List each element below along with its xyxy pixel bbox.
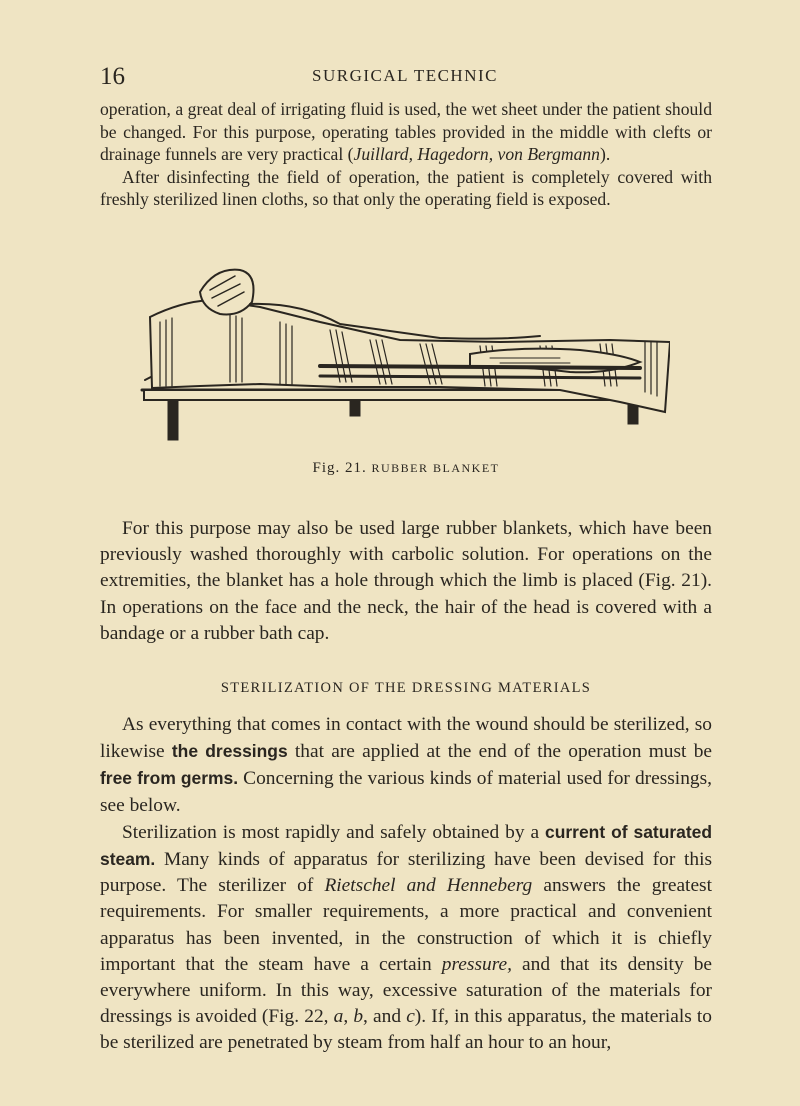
section-heading: STERILIZATION OF THE DRESSING MATERIALS bbox=[220, 680, 592, 696]
running-head bbox=[100, 64, 710, 90]
italic-authors: Juillard, Hagedorn, von Bergmann bbox=[353, 144, 600, 165]
page-number: 16 bbox=[100, 63, 125, 90]
text-run: ). bbox=[599, 144, 611, 165]
italic-letter: a bbox=[333, 1006, 344, 1028]
text-run: operation, a great deal of irrigating fluid is used, the wet sheet under the patient should be changed. For this purpose, operating tables provided in the middle with clefts or drainage funnels are very practical ( bbox=[100, 99, 712, 165]
text-run: ). If, in this apparatus, the materials to be sterilized are penetrated by steam from half an hour to an hour, bbox=[100, 1006, 712, 1054]
text-run: Sterilization is most rapidly and safely obtained by a bbox=[122, 821, 546, 843]
paragraph-rubber-blankets: For this purpose may also be used large rubber blankets, which have been previously washed thoroughly with carbolic solution. For operations on the extremities, the blanket has a hole through which the limb is placed (Fig. 21). In operations on the face and the neck, the hair of the head is covered with a bandage or a rubber bath cap. bbox=[100, 518, 712, 644]
text-run: Many kinds of apparatus for sterilizing have been devised for this purpose. The sterilizer of bbox=[100, 849, 712, 897]
bold-term: current of saturated steam. bbox=[100, 821, 712, 870]
bold-term: the dressings bbox=[171, 741, 288, 762]
text-block-bottom bbox=[100, 712, 712, 1057]
caption-prefix: Fig. 21. bbox=[312, 460, 367, 476]
text-run: that are applied at the end of the operation must be bbox=[287, 741, 712, 763]
text-run: As everything that comes in contact with the wound should be sterilized, so likewise bbox=[100, 714, 712, 763]
paragraph-steam-sterilization bbox=[100, 819, 712, 1057]
figure-caption bbox=[100, 460, 712, 477]
text-run: , and bbox=[363, 1006, 407, 1028]
engraving-lines bbox=[142, 270, 670, 440]
italic-letter: b bbox=[353, 1006, 364, 1028]
italic-term: pressure, bbox=[441, 953, 512, 975]
bold-term: free from germs. bbox=[100, 768, 239, 789]
rubber-blanket-illustration bbox=[140, 262, 670, 452]
running-title: SURGICAL TECHNIC bbox=[312, 66, 498, 85]
caption-title: RUBBER BLANKET bbox=[371, 461, 500, 475]
italic-letter: c bbox=[406, 1006, 415, 1028]
italic-names: Rietschel and Henneberg bbox=[324, 875, 533, 897]
text-block-top bbox=[100, 98, 712, 211]
paragraph-continued bbox=[100, 98, 712, 166]
paragraph-disinfecting: After disinfecting the field of operation, the patient is completely covered with freshly sterilized linen cloths, so that only the operating field is exposed. bbox=[100, 166, 712, 210]
text-run: answers the greatest requirements. For smaller requirements, a more practical and convenient apparatus has been invented, in the construction of which it is chiefly important that the steam have a certain bbox=[100, 875, 712, 975]
text-run: Concerning the various kinds of material used for dressings, see below. bbox=[100, 768, 712, 816]
text-block-middle bbox=[100, 516, 712, 647]
text-run: , bbox=[343, 1006, 354, 1028]
paragraph-dressings bbox=[100, 712, 712, 819]
text-run: and that its density be everywhere uniform. In this way, excessive saturation of the materials for dressings is avoided (Fig. 22, bbox=[100, 953, 712, 1028]
